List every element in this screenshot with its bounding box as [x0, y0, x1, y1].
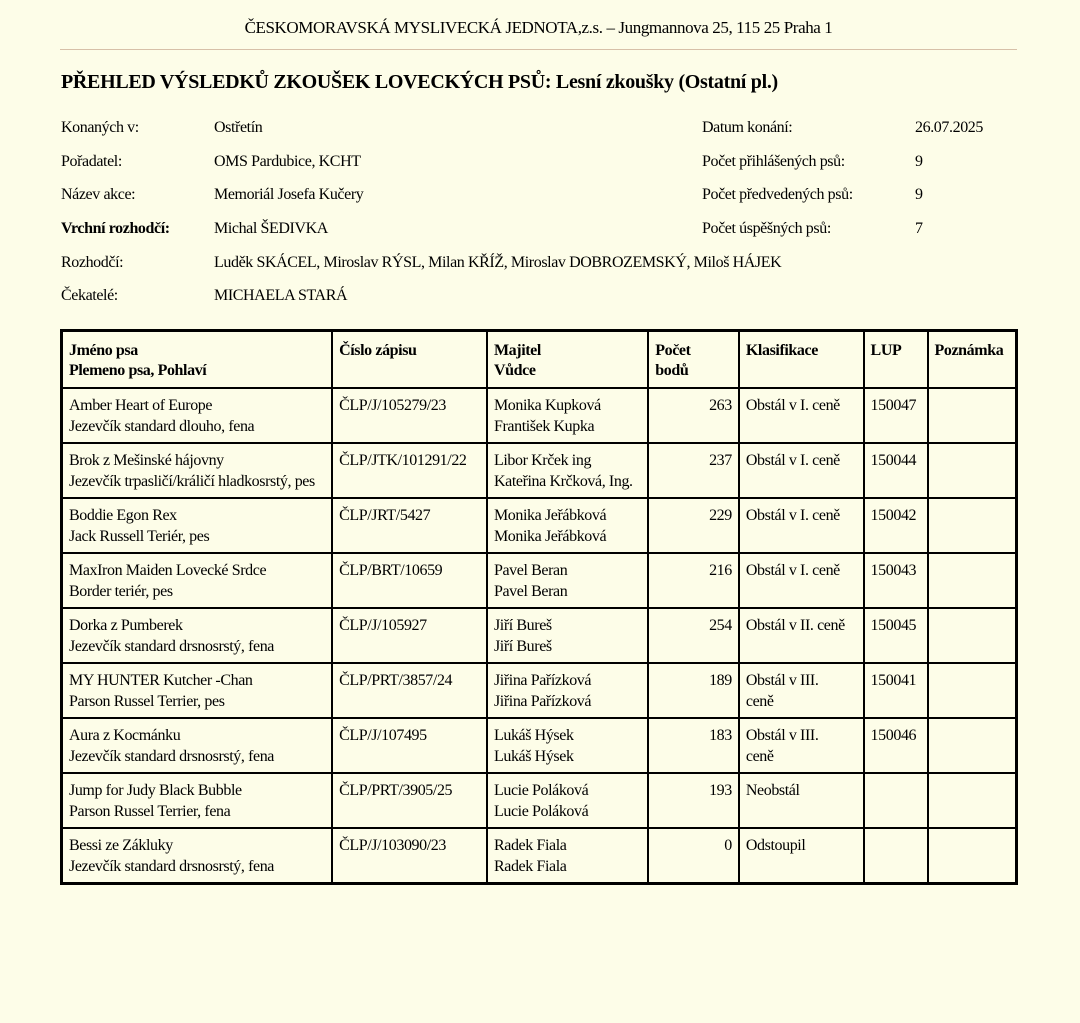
classification: Obstál v II. ceně — [745, 617, 845, 634]
successful-count-value: 7 — [915, 220, 923, 237]
points: 229 — [648, 498, 739, 553]
presented-count-label: Počet předvedených psů: — [702, 186, 853, 203]
owner-name: Lukáš Hýsek — [493, 727, 574, 744]
dog-name: MaxIron Maiden Lovecké Srdce — [69, 562, 267, 579]
table-row — [62, 608, 1017, 663]
table-row — [62, 773, 1017, 828]
classification-cont: ceně — [745, 693, 774, 710]
dog-cell — [62, 773, 333, 828]
registration-number: ČLP/BRT/10659 — [332, 553, 487, 608]
table-row — [62, 553, 1017, 608]
owner-cell — [487, 663, 648, 718]
dog-breed: Jezevčík trpasličí/králičí hladkosrstý, pes — [69, 473, 315, 490]
dog-name: Brok z Mešinské hájovny — [69, 452, 224, 469]
header-divider — [60, 49, 1017, 50]
note — [928, 773, 1017, 828]
page-title: PŘEHLED VÝSLEDKŮ ZKOUŠEK LOVECKÝCH PSŮ: Lesní zkoušky (Ostatní pl.) — [61, 71, 778, 93]
classification: Obstál v I. ceně — [745, 452, 840, 469]
classification: Obstál v I. ceně — [745, 562, 840, 579]
handler-name: Radek Fiala — [493, 858, 567, 875]
handler-name: Kateřina Krčková, Ing. — [493, 473, 633, 490]
owner-name: Jiřina Pařízková — [493, 672, 592, 689]
lup-number: 150045 — [864, 608, 928, 663]
registration-number: ČLP/PRT/3905/25 — [332, 773, 487, 828]
classification-cell — [739, 663, 864, 718]
dog-breed: Jezevčík standard drsnosrstý, fena — [69, 638, 274, 655]
table-row — [62, 388, 1017, 443]
note — [928, 553, 1017, 608]
dog-name: Bessi ze Zákluky — [69, 837, 173, 854]
owner-cell — [487, 498, 648, 553]
owner-name: Libor Krček ing — [493, 452, 592, 469]
col-header-lup: LUP — [864, 331, 928, 389]
owner-name: Lucie Poláková — [493, 782, 589, 799]
owner-cell — [487, 828, 648, 883]
points: 0 — [648, 828, 739, 883]
dog-breed: Jezevčík standard drsnosrstý, fena — [69, 748, 274, 765]
dog-name: Dorka z Pumberek — [69, 617, 183, 634]
registration-number: ČLP/J/105927 — [332, 608, 487, 663]
col-header-points-line2: bodů — [655, 362, 689, 379]
dog-breed: Jezevčík standard dlouho, fena — [69, 418, 255, 435]
col-header-note: Poznámka — [928, 331, 1017, 389]
handler-name: Lucie Poláková — [493, 803, 589, 820]
owner-name: Jiří Bureš — [493, 617, 552, 634]
venue-value: Ostřetín — [214, 119, 263, 136]
col-header-dog-name: Jméno psa — [69, 342, 138, 359]
owner-cell — [487, 553, 648, 608]
registered-count-value: 9 — [915, 153, 923, 170]
classification: Obstál v III. — [745, 727, 819, 744]
lup-number — [864, 828, 928, 883]
owner-cell — [487, 443, 648, 498]
owner-cell — [487, 718, 648, 773]
lup-number: 150043 — [864, 553, 928, 608]
points: 263 — [648, 388, 739, 443]
points: 183 — [648, 718, 739, 773]
classification-cell — [739, 828, 864, 883]
registration-number: ČLP/JTK/101291/22 — [332, 443, 487, 498]
dog-cell — [62, 608, 333, 663]
col-header-classification: Klasifikace — [739, 331, 864, 389]
judges-value: Luděk SKÁCEL, Miroslav RÝSL, Milan KŘÍŽ, Miroslav DOBROZEMSKÝ, Miloš HÁJEK — [214, 254, 782, 271]
handler-name: František Kupka — [493, 418, 595, 435]
venue-label: Konaných v: — [61, 119, 139, 136]
dog-name: Jump for Judy Black Bubble — [69, 782, 242, 799]
dog-cell — [62, 443, 333, 498]
lup-number — [864, 773, 928, 828]
table-row — [62, 718, 1017, 773]
table-row — [62, 828, 1017, 883]
chief-judge-label: Vrchní rozhodčí: — [61, 220, 170, 237]
handler-name: Jiřina Pařízková — [493, 693, 592, 710]
lup-number: 150044 — [864, 443, 928, 498]
organizer-label: Pořadatel: — [61, 153, 122, 170]
handler-name: Lukáš Hýsek — [493, 748, 574, 765]
col-header-registration: Číslo zápisu — [332, 331, 487, 389]
dog-breed: Parson Russel Terrier, pes — [69, 693, 225, 710]
classification-cell — [739, 388, 864, 443]
judges-label: Rozhodčí: — [61, 254, 124, 271]
dog-cell — [62, 828, 333, 883]
dog-name: MY HUNTER Kutcher -Chan — [69, 672, 253, 689]
organizer-value: OMS Pardubice, KCHT — [214, 153, 361, 170]
dog-cell — [62, 718, 333, 773]
col-header-handler-label: Vůdce — [493, 362, 536, 379]
dog-name: Aura z Kocmánku — [69, 727, 181, 744]
classification-cell — [739, 773, 864, 828]
classification-cell — [739, 498, 864, 553]
event-value: Memoriál Josefa Kučery — [214, 186, 364, 203]
results-table — [60, 329, 1018, 885]
points: 237 — [648, 443, 739, 498]
dog-name: Boddie Egon Rex — [69, 507, 177, 524]
registration-number: ČLP/J/107495 — [332, 718, 487, 773]
note — [928, 718, 1017, 773]
dog-breed: Parson Russel Terrier, fena — [69, 803, 231, 820]
classification-cell — [739, 718, 864, 773]
dog-cell — [62, 553, 333, 608]
note — [928, 388, 1017, 443]
dog-name: Amber Heart of Europe — [69, 397, 213, 414]
registration-number: ČLP/JRT/5427 — [332, 498, 487, 553]
organization-header: ČESKOMORAVSKÁ MYSLIVECKÁ JEDNOTA,z.s. – Jungmannova 25, 115 25 Praha 1 — [244, 18, 833, 37]
owner-name: Monika Kupková — [493, 397, 601, 414]
dog-breed: Jack Russell Teriér, pes — [69, 528, 210, 545]
classification-cell — [739, 608, 864, 663]
col-header-dog-breed: Plemeno psa, Pohlaví — [69, 362, 207, 379]
note — [928, 498, 1017, 553]
points: 216 — [648, 553, 739, 608]
trainees-value: MICHAELA STARÁ — [214, 287, 348, 304]
successful-count-label: Počet úspěšných psů: — [702, 220, 831, 237]
registration-number: ČLP/J/105279/23 — [332, 388, 487, 443]
date-label: Datum konání: — [702, 119, 793, 136]
note — [928, 828, 1017, 883]
table-header-row — [62, 331, 1017, 389]
registration-number: ČLP/J/103090/23 — [332, 828, 487, 883]
dog-cell — [62, 498, 333, 553]
lup-number: 150047 — [864, 388, 928, 443]
results-table-body — [62, 388, 1017, 883]
dog-breed: Jezevčík standard drsnosrstý, fena — [69, 858, 274, 875]
lup-number: 150042 — [864, 498, 928, 553]
table-row — [62, 443, 1017, 498]
trainees-label: Čekatelé: — [61, 287, 118, 304]
dog-breed: Border teriér, pes — [69, 583, 173, 600]
lup-number: 150046 — [864, 718, 928, 773]
classification-cell — [739, 443, 864, 498]
owner-cell — [487, 608, 648, 663]
classification-cont: ceně — [745, 748, 774, 765]
handler-name: Monika Jeřábková — [493, 528, 607, 545]
owner-cell — [487, 388, 648, 443]
col-header-owner — [487, 331, 648, 389]
presented-count-value: 9 — [915, 186, 923, 203]
note — [928, 663, 1017, 718]
classification: Odstoupil — [745, 837, 806, 854]
points: 193 — [648, 773, 739, 828]
col-header-points — [648, 331, 739, 389]
col-header-owner-label: Majitel — [493, 342, 541, 359]
chief-judge-value: Michal ŠEDIVKA — [214, 220, 328, 237]
owner-name: Pavel Beran — [493, 562, 568, 579]
points: 254 — [648, 608, 739, 663]
owner-name: Monika Jeřábková — [493, 507, 607, 524]
event-label: Název akce: — [61, 186, 136, 203]
note — [928, 608, 1017, 663]
dog-cell — [62, 388, 333, 443]
note — [928, 443, 1017, 498]
dog-cell — [62, 663, 333, 718]
table-row — [62, 498, 1017, 553]
date-value: 26.07.2025 — [915, 119, 984, 136]
lup-number: 150041 — [864, 663, 928, 718]
owner-cell — [487, 773, 648, 828]
registration-number: ČLP/PRT/3857/24 — [332, 663, 487, 718]
handler-name: Jiří Bureš — [493, 638, 552, 655]
classification: Neobstál — [745, 782, 800, 799]
classification: Obstál v I. ceně — [745, 507, 840, 524]
classification: Obstál v I. ceně — [745, 397, 840, 414]
col-header-dog — [62, 331, 333, 389]
registered-count-label: Počet přihlášených psů: — [702, 153, 845, 170]
handler-name: Pavel Beran — [493, 583, 568, 600]
table-row — [62, 663, 1017, 718]
classification: Obstál v III. — [745, 672, 819, 689]
points: 189 — [648, 663, 739, 718]
owner-name: Radek Fiala — [493, 837, 567, 854]
classification-cell — [739, 553, 864, 608]
col-header-points-line1: Počet — [655, 342, 691, 359]
